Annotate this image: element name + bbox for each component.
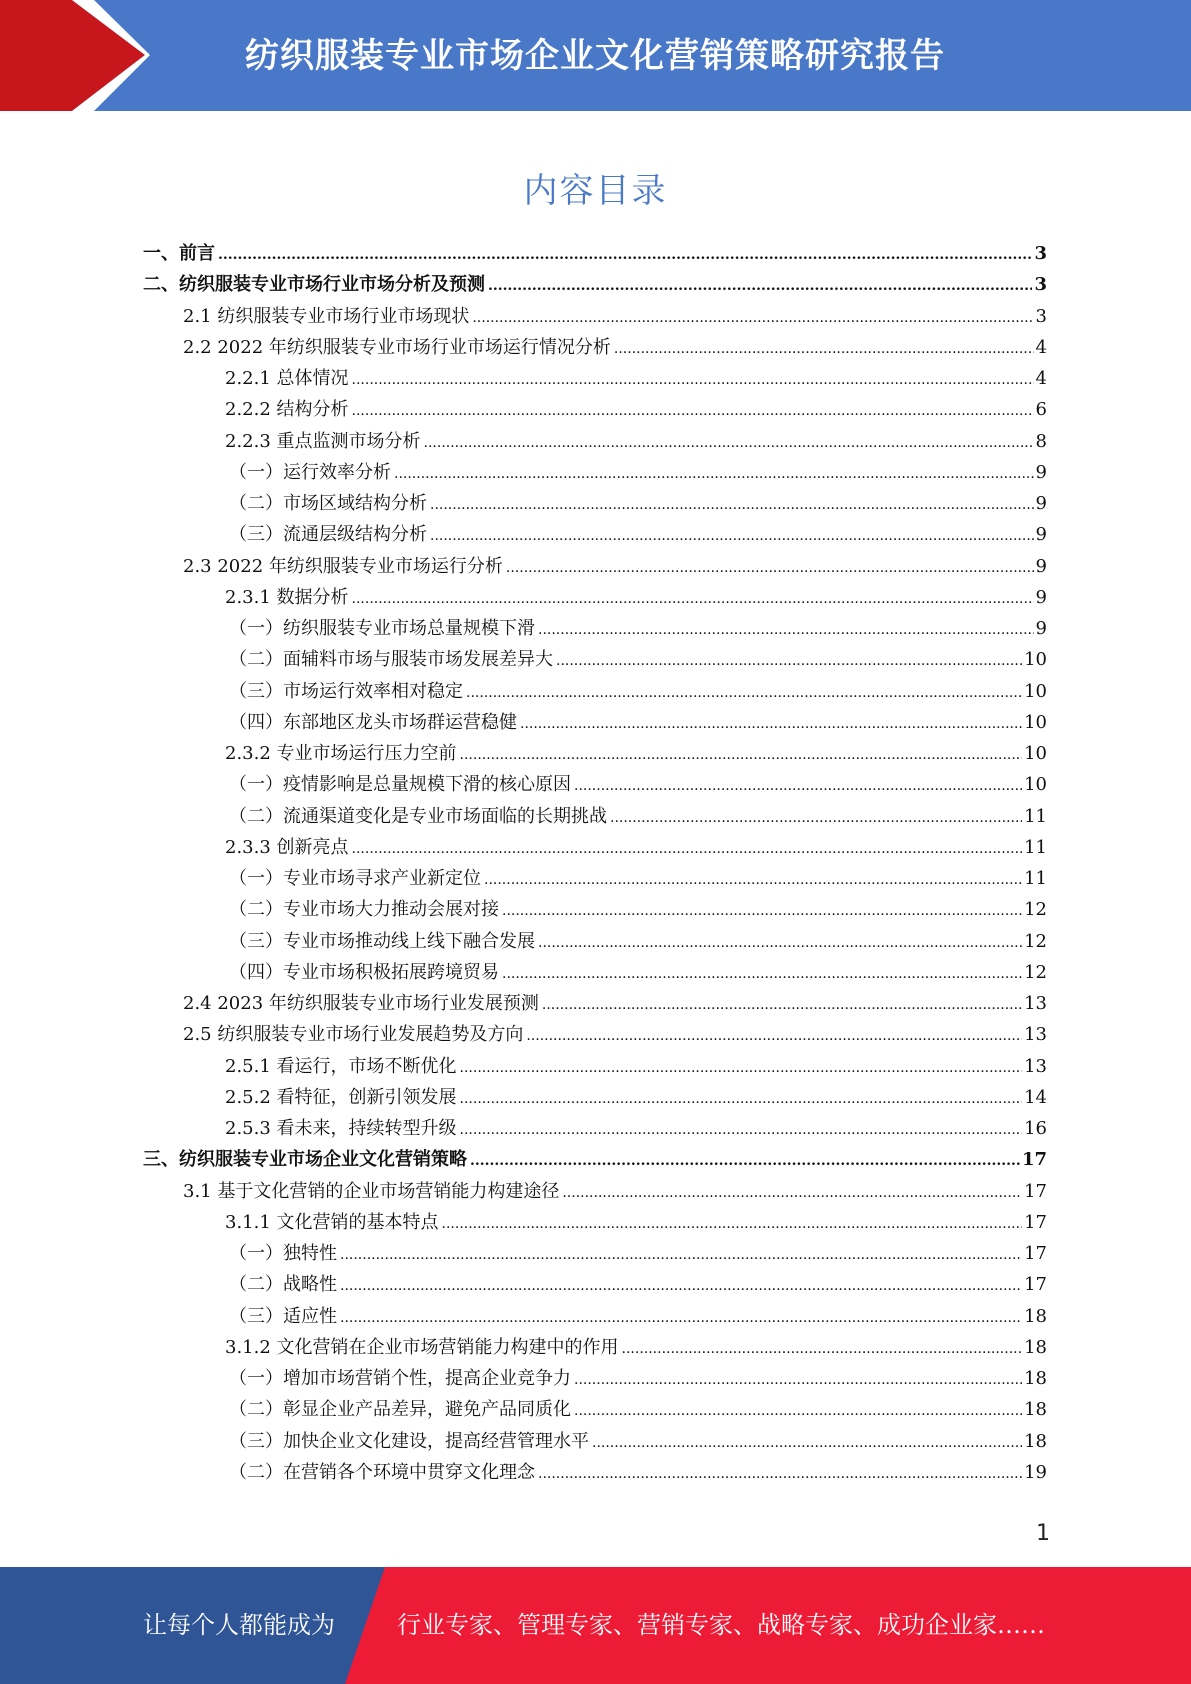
toc-entry[interactable] <box>225 395 1047 425</box>
toc-entry-page: 12 <box>1024 930 1047 952</box>
toc-entry-title: 2.5 纺织服装专业市场行业发展趋势及方向 <box>183 1024 524 1046</box>
toc-entry[interactable] <box>229 677 1047 707</box>
toc-entry-title: （三）流通层级结构分析 <box>229 524 427 546</box>
toc-leader-dots <box>430 521 1034 551</box>
toc-entry-page: 4 <box>1035 336 1047 358</box>
toc-entry-title: 2.5.2 看特征，创新引领发展 <box>225 1086 457 1108</box>
toc-entry-title: 2.2 2022 年纺织服装专业市场行业市场运行情况分析 <box>183 336 611 358</box>
toc-entry-page: 10 <box>1024 649 1047 671</box>
toc-entry-title: 2.2.3 重点监测市场分析 <box>225 430 421 452</box>
toc-entry[interactable] <box>143 270 1047 300</box>
toc-entry[interactable] <box>229 645 1047 675</box>
toc-entry-title: （四）专业市场积极拓展跨境贸易 <box>229 961 499 983</box>
toc-entry[interactable] <box>225 1052 1047 1082</box>
toc-entry[interactable] <box>229 770 1047 800</box>
toc-leader-dots <box>470 1146 1020 1176</box>
toc-entry[interactable] <box>229 1427 1047 1457</box>
toc-entry-title: （二）市场区域结构分析 <box>229 493 427 514</box>
toc-entry-title: 2.3.1 数据分析 <box>225 586 349 608</box>
toc-entry-page: 19 <box>1024 1461 1047 1483</box>
toc-entry-page: 10 <box>1024 711 1047 733</box>
toc-entry-title: 2.5.3 看未来，持续转型升级 <box>225 1118 457 1139</box>
toc-entry[interactable] <box>183 552 1047 582</box>
toc-leader-dots <box>460 1115 1023 1145</box>
toc-entry[interactable] <box>225 1208 1047 1238</box>
toc-entry-page: 17 <box>1024 1274 1047 1296</box>
toc-leader-dots <box>340 1303 1022 1333</box>
toc-leader-dots <box>556 646 1022 676</box>
toc-leader-dots <box>352 584 1034 614</box>
toc-entry[interactable] <box>143 1145 1047 1175</box>
toc-entry[interactable] <box>225 1083 1047 1113</box>
toc-leader-dots <box>424 428 1034 458</box>
toc-entry-page: 18 <box>1024 1368 1047 1389</box>
toc-leader-dots <box>442 1209 1023 1239</box>
toc-entry[interactable] <box>225 833 1047 863</box>
toc-entry-title: （一）独特性 <box>229 1243 337 1264</box>
toc-entry-page: 10 <box>1024 774 1047 796</box>
toc-entry-page: 3 <box>1035 305 1047 327</box>
toc-entry[interactable] <box>229 708 1047 738</box>
toc-leader-dots <box>542 990 1022 1020</box>
toc-entry-title: （三）专业市场推动线上线下融合发展 <box>229 930 535 952</box>
toc-entry[interactable] <box>229 1395 1047 1425</box>
toc-entry-title: （三）适应性 <box>229 1305 337 1327</box>
toc-entry-page: 10 <box>1024 680 1047 702</box>
toc-leader-dots <box>574 771 1022 801</box>
toc-leader-dots <box>502 896 1022 926</box>
toc-entry[interactable] <box>229 895 1047 925</box>
toc-entry-title: （一）专业市场寻求产业新定位 <box>229 868 481 889</box>
toc-entry-page: 18 <box>1024 1399 1047 1421</box>
toc-entry-title: （四）东部地区龙头市场群运营稳健 <box>229 711 517 733</box>
toc-entry[interactable] <box>229 1458 1047 1488</box>
toc-entry-page: 9 <box>1035 461 1047 483</box>
toc-leader-dots <box>352 396 1034 426</box>
toc-leader-dots <box>538 928 1022 958</box>
toc-entry-title: 2.3.3 创新亮点 <box>225 836 349 858</box>
toc-leader-dots <box>466 678 1022 708</box>
toc-entry-title: 三、纺织服装专业市场企业文化营销策略 <box>143 1149 467 1171</box>
toc-entry-page: 6 <box>1035 399 1047 421</box>
toc-leader-dots <box>622 1334 1023 1364</box>
footer-banner <box>0 1567 1191 1684</box>
toc-leader-dots <box>614 334 1034 364</box>
toc-leader-dots <box>538 615 1034 645</box>
toc-entry-page: 18 <box>1024 1336 1047 1358</box>
toc-entry[interactable] <box>183 1177 1047 1207</box>
toc-entry[interactable] <box>229 1302 1047 1332</box>
toc-entry[interactable] <box>183 302 1047 332</box>
toc-entry[interactable] <box>229 489 1047 519</box>
toc-leader-dots <box>610 803 1022 833</box>
toc-leader-dots <box>340 1240 1022 1270</box>
toc-leader-dots <box>460 740 1023 770</box>
toc-entry-title: （二）专业市场大力推动会展对接 <box>229 899 499 921</box>
toc-entry-title: 二、纺织服装专业市场行业市场分析及预测 <box>143 274 485 296</box>
header-banner <box>0 0 1191 111</box>
toc-entry-title: （三）市场运行效率相对稳定 <box>229 680 463 702</box>
toc-entry-page: 14 <box>1024 1086 1047 1108</box>
toc-entry-title: （一）增加市场营销个性，提高企业竞争力 <box>229 1368 571 1389</box>
toc-entry[interactable] <box>229 958 1047 988</box>
toc-entry-title: （二）彰显企业产品差异，避免产品同质化 <box>229 1399 571 1421</box>
toc-leader-dots <box>460 1084 1023 1114</box>
toc-entry-title: （一）疫情影响是总量规模下滑的核心原因 <box>229 774 571 796</box>
toc-entry-page: 13 <box>1024 1024 1047 1046</box>
toc-entry[interactable] <box>229 458 1047 488</box>
toc-leader-dots <box>352 365 1034 395</box>
toc-leader-dots <box>218 240 1032 270</box>
toc-leader-dots <box>484 865 1022 895</box>
toc-entry-page: 17 <box>1024 1180 1047 1202</box>
toc-entry-page: 17 <box>1024 1211 1047 1233</box>
toc-entry-page: 9 <box>1035 493 1047 514</box>
toc-entry[interactable] <box>143 239 1047 269</box>
toc-entry[interactable] <box>225 364 1047 394</box>
toc-entry-title: 2.5.1 看运行，市场不断优化 <box>225 1055 457 1077</box>
toc-entry-page: 17 <box>1021 1149 1047 1171</box>
toc-entry-page: 9 <box>1035 586 1047 608</box>
toc-entry[interactable] <box>229 520 1047 550</box>
toc-entry-page: 10 <box>1024 743 1047 764</box>
toc-entry-page: 13 <box>1024 993 1047 1014</box>
toc-entry-title: 3.1.1 文化营销的基本特点 <box>225 1211 439 1233</box>
toc-entry[interactable] <box>229 1270 1047 1300</box>
toc-entry[interactable] <box>225 1333 1047 1363</box>
toc-entry[interactable] <box>183 989 1047 1019</box>
toc-leader-dots <box>592 1428 1022 1458</box>
toc-entry-page: 16 <box>1024 1118 1047 1139</box>
toc-entry-page: 9 <box>1035 618 1047 639</box>
toc-leader-dots <box>502 959 1022 989</box>
toc-entry-page: 4 <box>1035 368 1047 389</box>
footer-slogan-right: 行业专家、管理专家、营销专家、战略专家、成功企业家…… <box>397 1611 1045 1639</box>
toc-entry[interactable] <box>229 614 1047 644</box>
toc-entry-page: 11 <box>1024 868 1047 889</box>
toc-title: 内容目录 <box>523 171 668 211</box>
report-title: 纺织服装专业市场企业文化营销策略研究报告 <box>245 36 945 76</box>
toc-entry-page: 18 <box>1024 1305 1047 1327</box>
toc-entry-title: （二）流通渠道变化是专业市场面临的长期挑战 <box>229 805 607 827</box>
toc-entry-title: 3.1.2 文化营销在企业市场营销能力构建中的作用 <box>225 1336 619 1358</box>
toc-entry-page: 11 <box>1024 805 1047 827</box>
toc-leader-dots <box>472 303 1033 333</box>
toc-entry-title: 3.1 基于文化营销的企业市场营销能力构建途径 <box>183 1180 560 1202</box>
toc-entry-page: 9 <box>1035 555 1047 577</box>
toc-leader-dots <box>574 1365 1022 1395</box>
toc-entry[interactable] <box>225 1114 1047 1144</box>
toc-entry-page: 11 <box>1024 836 1047 858</box>
toc-entry[interactable] <box>183 1020 1047 1050</box>
toc-entry-title: （二）面辅料市场与服装市场发展差异大 <box>229 649 553 671</box>
toc-entry-page: 3 <box>1034 274 1047 296</box>
toc-entry-page: 17 <box>1024 1243 1047 1264</box>
toc-entry-title: （一）运行效率分析 <box>229 461 391 483</box>
toc-entry[interactable] <box>225 427 1047 457</box>
toc-entry[interactable] <box>183 333 1047 363</box>
toc-entry-page: 3 <box>1034 243 1047 264</box>
toc-entry[interactable] <box>229 927 1047 957</box>
toc-entry-page: 8 <box>1035 430 1047 452</box>
toc-entry-title: 2.3.2 专业市场运行压力空前 <box>225 743 457 764</box>
toc-entry-title: 2.2.2 结构分析 <box>225 399 349 421</box>
toc-entry[interactable] <box>225 739 1047 769</box>
toc-leader-dots <box>352 834 1023 864</box>
toc-entry[interactable] <box>229 1239 1047 1269</box>
toc-leader-dots <box>526 1021 1022 1051</box>
toc-entry-title: 一、前言 <box>143 243 215 264</box>
toc-entry[interactable] <box>229 864 1047 894</box>
toc-entry-title: （三）加快企业文化建设，提高经营管理水平 <box>229 1430 589 1452</box>
toc-leader-dots <box>340 1271 1022 1301</box>
toc-entry-page: 18 <box>1024 1430 1047 1452</box>
footer-slogan-left: 让每个人都能成为 <box>143 1611 335 1639</box>
toc-entry-page: 9 <box>1035 524 1047 546</box>
toc-entry[interactable] <box>229 1364 1047 1394</box>
toc-leader-dots <box>460 1053 1023 1083</box>
toc-leader-dots <box>520 709 1022 739</box>
toc-entry-page: 13 <box>1024 1055 1047 1077</box>
toc-leader-dots <box>506 553 1034 583</box>
toc-leader-dots <box>562 1178 1022 1208</box>
toc-entry-title: （二）在营销各个环境中贯穿文化理念 <box>229 1461 535 1483</box>
page-number: 1 <box>1036 1521 1050 1546</box>
toc-entry-page: 12 <box>1024 899 1047 921</box>
toc-entry[interactable] <box>229 802 1047 832</box>
toc-entry-title: （一）纺织服装专业市场总量规模下滑 <box>229 618 535 639</box>
toc-leader-dots <box>574 1396 1022 1426</box>
toc-leader-dots <box>538 1459 1022 1489</box>
toc-entry-title: （二）战略性 <box>229 1274 337 1296</box>
toc-entry-title: 2.2.1 总体情况 <box>225 368 349 389</box>
toc-leader-dots <box>430 490 1034 520</box>
toc-entry-page: 12 <box>1024 961 1047 983</box>
toc-entry-title: 2.1 纺织服装专业市场行业市场现状 <box>183 305 470 327</box>
toc-leader-dots <box>488 271 1032 301</box>
toc-entry[interactable] <box>225 583 1047 613</box>
toc-leader-dots <box>394 459 1034 489</box>
toc-entry-title: 2.4 2023 年纺织服装专业市场行业发展预测 <box>183 993 539 1014</box>
toc-entry-title: 2.3 2022 年纺织服装专业市场运行分析 <box>183 555 503 577</box>
